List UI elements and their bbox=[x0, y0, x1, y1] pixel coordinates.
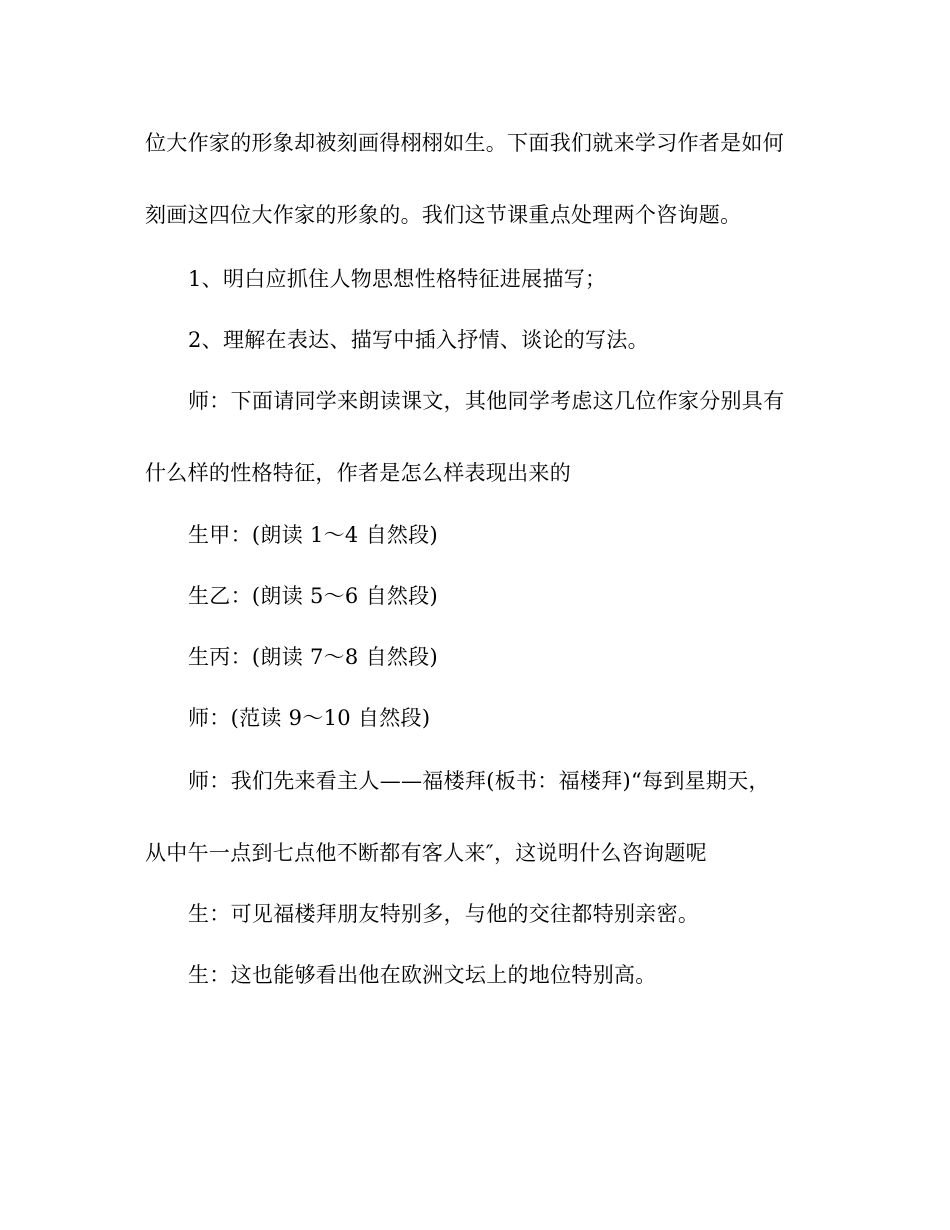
paragraph-line: 从中午一点到七点他不断都有客人来″，这说明什么咨询题呢 bbox=[145, 841, 707, 865]
list-item: 2、理解在表达、描写中插入抒情、谈论的写法。 bbox=[188, 328, 649, 352]
dialogue-line: 生乙：(朗读 5～6 自然段) bbox=[188, 584, 438, 608]
dialogue-line: 师：下面请同学来朗读课文，其他同学考虑这几位作家分别具有 bbox=[188, 389, 785, 413]
list-item: 1、明白应抓住人物思想性格特征进展描写； bbox=[188, 267, 607, 291]
dialogue-line: 生甲：(朗读 1～4 自然段) bbox=[188, 523, 438, 547]
dialogue-line: 生丙：(朗读 7～8 自然段) bbox=[188, 645, 438, 669]
paragraph-line: 刻画这四位大作家的形象的。我们这节课重点处理两个咨询题。 bbox=[145, 203, 742, 227]
paragraph-line: 什么样的性格特征，作者是怎么样表现出来的 bbox=[145, 461, 571, 485]
dialogue-line: 生：这也能够看出他在欧洲文坛上的地位特别高。 bbox=[188, 963, 657, 987]
paragraph-line: 位大作家的形象却被刻画得栩栩如生。下面我们就来学习作者是如何 bbox=[145, 131, 784, 155]
dialogue-line: 师：我们先来看主人——福楼拜(板书：福楼拜)“每到星期天， bbox=[188, 769, 770, 793]
dialogue-line: 生：可见福楼拜朋友特别多，与他的交往都特别亲密。 bbox=[188, 902, 700, 926]
dialogue-line: 师：(范读 9～10 自然段) bbox=[188, 706, 431, 730]
